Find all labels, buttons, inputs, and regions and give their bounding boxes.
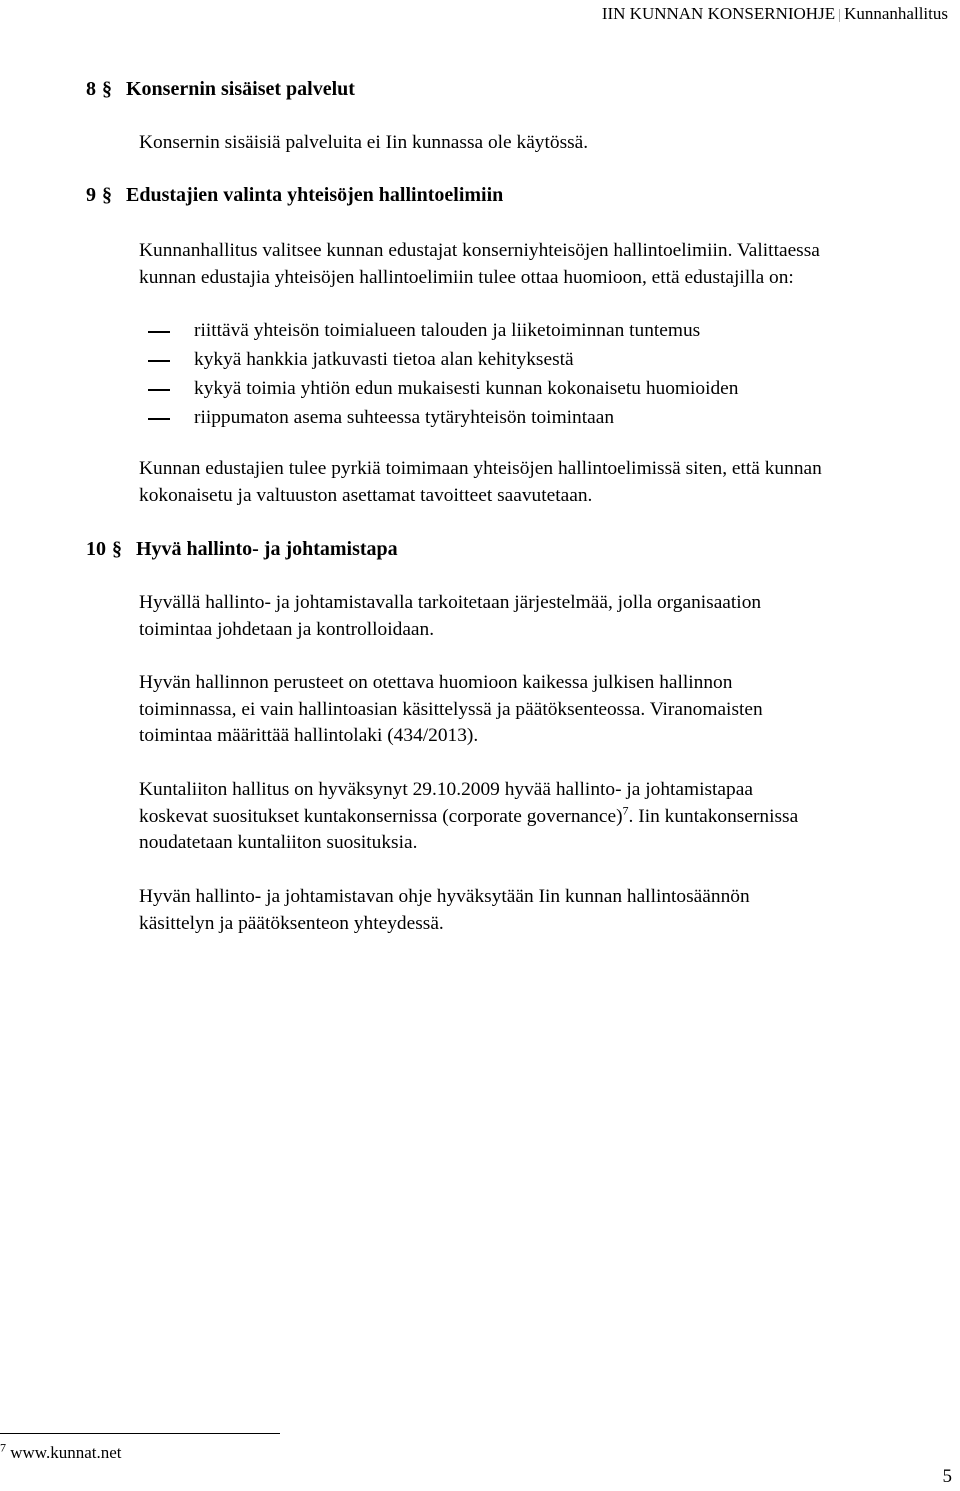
section-10-paragraph-2: Hyvän hallinnon perusteet on otettava huomioon kaikessa julkisen hallinnon toiminnassa, ei vain hallintoasian käsittelyssä ja päätöksenteossa. Viranomaisten toimintaa määrittää hallintolaki (434/2013).	[139, 672, 763, 746]
section-9-heading	[86, 184, 503, 207]
section-title: Edustajien valinta yhteisöjen hallintoelimiin	[126, 184, 504, 206]
section-9-intro: Kunnanhallitus valitsee kunnan edustajat konserniyhteisöjen hallintoelimiin. Valittaessa kunnan edustajia yhteisöjen hallintoelimiin tulee ottaa huomioon, että edustajilla on:	[139, 240, 820, 288]
section-title: Hyvä hallinto- ja johtamistapa	[136, 538, 398, 560]
footnote-divider	[0, 1433, 280, 1434]
footnote-link[interactable]: www.kunnat.net	[10, 1443, 122, 1462]
footnote	[0, 1440, 122, 1463]
page-header	[602, 4, 948, 24]
header-separator: |	[838, 7, 842, 23]
section-symbol: §	[112, 538, 122, 560]
section-symbol: §	[102, 78, 112, 100]
section-8-heading	[86, 78, 355, 101]
section-9-closing: Kunnan edustajien tulee pyrkiä toimimaan yhteisöjen hallintoelimissä siten, että kunnan kokonaisetu ja valtuuston asettamat tavoitteet saavutetaan.	[139, 458, 822, 506]
dash-bullet-icon	[148, 331, 170, 333]
dash-bullet-icon	[148, 360, 170, 362]
footnote-reference[interactable]: 7	[622, 803, 629, 818]
header-subtitle: Kunnanhallitus	[844, 4, 948, 23]
section-symbol: §	[102, 184, 112, 206]
section-10-paragraph-1: Hyvällä hallinto- ja johtamistavalla tarkoitetaan järjestelmää, jolla organisaation toimintaa johdetaan ja kontrolloidaan.	[139, 592, 762, 640]
section-10-paragraph-4: Hyvän hallinto- ja johtamistavan ohje hyväksytään Iin kunnan hallintosäännön käsittelyn ja päätöksenteon yhteydessä.	[139, 886, 750, 934]
section-number: 8	[86, 78, 96, 100]
section-8-text: Konsernin sisäisiä palveluita ei Iin kunnassa ole käytössä.	[139, 132, 589, 153]
dash-bullet-icon	[148, 418, 170, 420]
section-10-heading	[86, 538, 398, 561]
footnote-number: 7	[0, 1440, 6, 1455]
dash-bullet-icon	[148, 389, 170, 391]
header-title: IIN KUNNAN KONSERNIOHJE	[601, 4, 836, 23]
page-number: 5	[942, 1466, 952, 1487]
section-number: 10	[86, 538, 106, 560]
section-number: 9	[86, 184, 96, 206]
section-10-paragraph-3: Kuntaliiton hallitus on hyväksynyt 29.10.2009 hyvää hallinto- ja johtamistapaa koskevat suositukset kuntakonsernissa (corporate governance)$^7$. Iin kuntakonsernissa noudatetaan kuntaliiton suosituksia.	[139, 779, 799, 853]
section-title: Konsernin sisäiset palvelut	[126, 78, 355, 100]
